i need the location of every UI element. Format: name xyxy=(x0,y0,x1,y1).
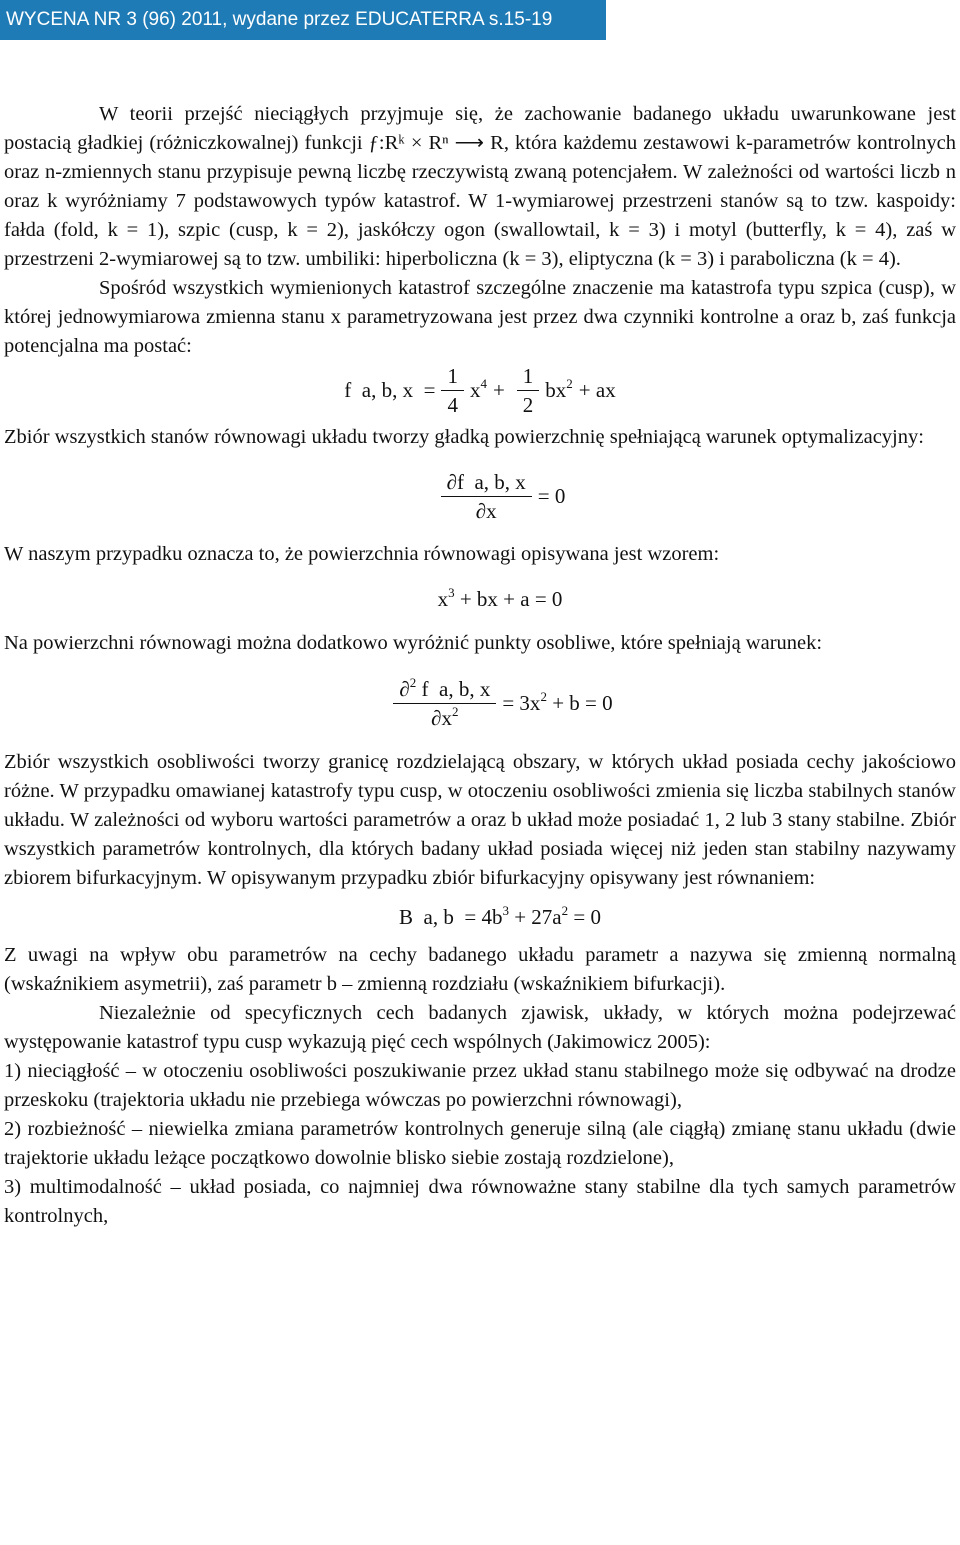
eq1-fraction-quarter xyxy=(441,364,464,417)
list-item: 3) multimodalność – układ posiada, co najmniej dwa równoważne stany stabilne dla tych samych parametrów kontrolnych, xyxy=(4,1176,956,1227)
list-item: 1) nieciągłość – w otoczeniu osobliwości poszukiwanie przez układ stanu stabilnego może się odbywać na drodze przeskoku (trajektoria układu nie przebiega wówczas po powierzchni równowagi), xyxy=(4,1060,956,1111)
paragraph-equilibrium: Zbiór wszystkich stanów równowagi układu tworzy gładką powierzchnię spełniającą warunek optymalizacyjny: xyxy=(4,426,924,448)
eq4-fraction xyxy=(393,674,496,730)
equation-optimality xyxy=(4,452,956,540)
equation-bifurcation xyxy=(4,893,956,941)
paragraph-parameters: Z uwagi na wpływ obu parametrów na cechy badanego układu parametr a nazywa się zmienną normalną (wskaźnikiem asymetrii), zaś parametr b – zmienną rozdziału (wskaźnikiem bifurkacji). xyxy=(4,944,956,995)
eq1-lhs: f a, b, x = xyxy=(344,378,436,402)
feature-list xyxy=(4,1057,956,1231)
eq2-den: ∂x xyxy=(475,498,497,523)
eq1-tail: + ax xyxy=(578,378,616,402)
eq1-fraction-half xyxy=(517,364,540,417)
paragraph-cusp: Spośród wszystkich wymienionych katastrof szczególne znaczenie ma katastrofa typu szpica (cusp), w której jednowymiarowa zmienna stanu x parametryzowana jest przez dwa czynniki kontrolne a oraz b, zaś funkcja potencjalna ma postać: xyxy=(4,277,956,357)
paragraph-features: Niezależnie od specyficznych cech badanych zjawisk, układy, w których można podejrzewać występowanie katastrof typu cusp wykazują pięć cech wspólnych (Jakimowicz 2005): xyxy=(4,1002,956,1053)
eq1-term2: $bx^2$ xyxy=(545,376,573,402)
equation-surface xyxy=(4,569,956,629)
journal-banner: WYCENA NR 3 (96) 2011, wydane przez EDUCATERRA s.15-19 xyxy=(0,0,606,40)
eq1-frac2-num: 1 xyxy=(517,364,540,391)
eq1-frac2-den: 2 xyxy=(522,392,534,417)
eq1-frac1-num: 1 xyxy=(441,364,464,391)
eq4-rhs: = $3x^2 + b = 0$ xyxy=(502,689,613,715)
eq1-plus: + xyxy=(492,378,505,402)
eq5-body: B a, $b = 4b^3 + 27a^2 = 0$ xyxy=(399,903,601,929)
paragraph-singular: Na powierzchni równowagi można dodatkowo wyróżnić punkty osobliwe, które spełniają warunek: xyxy=(4,632,823,654)
equation-singular xyxy=(4,658,956,748)
list-item: 2) rozbieżność – niewielka zmiana parametrów kontrolnych generuje silną (ale ciągłą) zmianę stanu układu (dwie trajektorie układu leżące początkowo dowolnie blisko siebie zostają rozdzielone), xyxy=(4,1118,956,1169)
equation-potential xyxy=(4,361,956,419)
eq1-term1: $x^4$ xyxy=(469,376,487,402)
eq2-rhs: = 0 xyxy=(537,484,566,508)
eq3-body: $x^3$ + bx + a = 0 xyxy=(437,585,563,611)
paragraph-surface: W naszym przypadku oznacza to, że powierzchnia równowagi opisywana jest wzorem: xyxy=(4,543,720,565)
document-body xyxy=(4,100,956,1231)
paragraph-bifurcation: Zbiór wszystkich osobliwości tworzy granicę rozdzielającą obszary, w których układ posiada cechy jakościowo różne. W przypadku omawianej katastrofy typu cusp, w otoczeniu osobliwości zmienia się liczba stabilnych stanów układu. W zależności od wyboru wartości parametrów a oraz b układ może posiadać 1, 2 lub 3 stany stabilne. Zbiór wszystkich parametrów kontrolnych, dla których badany układ posiada więcej niż jeden stan stabilny nazywamy zbiorem bifurkacyjnym. W opisywanym przypadku zbiór bifurkacyjny opisywany jest równaniem: xyxy=(4,751,956,889)
eq1-frac1-den: 4 xyxy=(447,392,458,417)
paragraph-intro: W teorii przejść nieciągłych przyjmuje się, że zachowanie badanego układu uwarunkowane jest postacią gładkiej (różniczkowalnej) funkcji ƒ:Rᵏ × Rⁿ ⟶ R, która każdemu zestawowi k-parametrów kontrolnych oraz n-zmiennych stanu przypisuje pewną liczbę rzeczywistą zwaną potencjałem. W zależności od wartości liczb n oraz k wyróżniamy 7 podstawowych typów katastrof. W 1-wymiarowej przestrzeni stanów są to tzw. kaspoidy: fałda (fold, k = 1), szpic (cusp, k = 2), jaskółczy ogon (swallowtail, k = 3) i motyl (butterfly, k = 4), zaś w przestrzeni 2-wymiarowej są to tzw. umbiliki: hiperboliczna (k = 3), eliptyczna (k = 3) i paraboliczna (k = 4). xyxy=(4,103,956,270)
eq4-num: ∂$^2$ f a, b, x xyxy=(393,677,496,704)
eq2-fraction xyxy=(441,470,532,523)
eq2-num: ∂f a, b, x xyxy=(441,470,532,497)
eq4-den: $\partial x^2$ xyxy=(431,703,459,730)
